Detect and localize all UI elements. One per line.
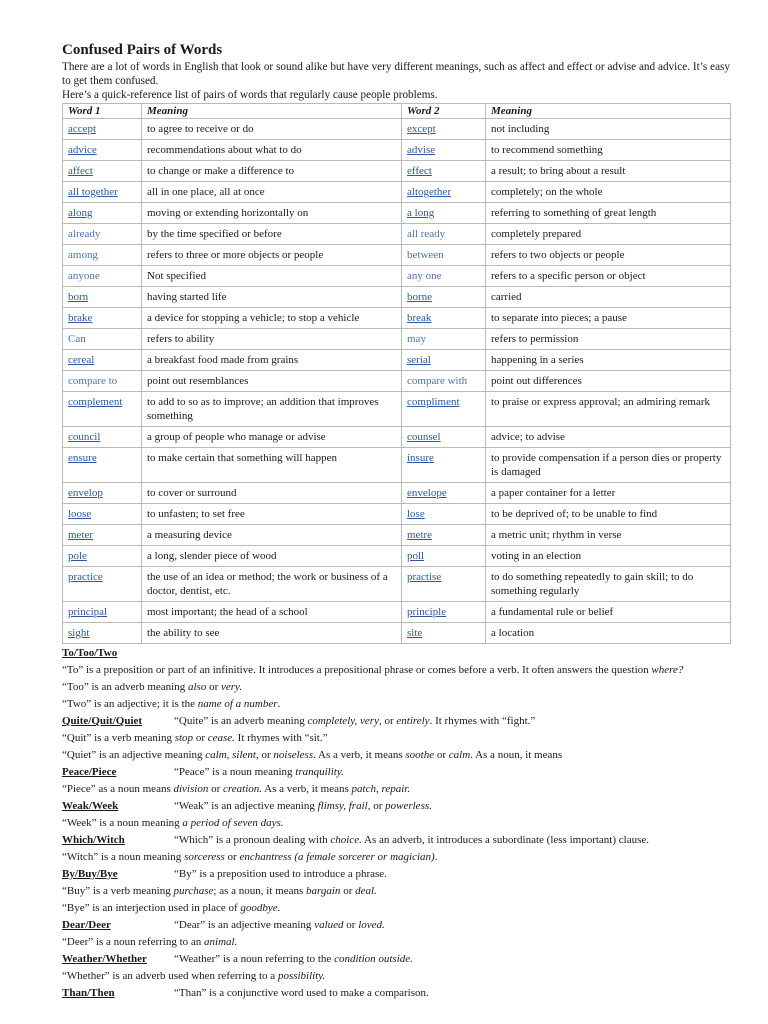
word2-cell <box>402 448 486 483</box>
section-heading: Peace/Piece <box>62 766 117 778</box>
word2-link[interactable]: advise <box>407 144 436 156</box>
section-dear-deer: Dear/Deer “Dear” is an adjective meaning valued or loved. <box>62 917 730 934</box>
meaning1-cell: the use of an idea or method; the work or business of a doctor, dentist, etc. <box>142 567 402 602</box>
word2-cell <box>402 427 486 448</box>
word1-link[interactable]: council <box>68 431 101 443</box>
column-header-meaning2: Meaning <box>486 104 731 119</box>
table-row <box>63 567 731 602</box>
word1-link[interactable]: brake <box>68 312 93 324</box>
section-which-witch: Which/Witch “Which” is a pronoun dealing with choice. As an adverb, it introduces a subordinate (less important) clause. <box>62 832 730 849</box>
word1-cell <box>63 266 142 287</box>
word2-cell <box>402 623 486 644</box>
meaning1-cell: recommendations about what to do <box>142 140 402 161</box>
table-body <box>63 119 731 644</box>
word1-link[interactable]: meter <box>68 529 94 541</box>
word2-cell <box>402 525 486 546</box>
word2-link[interactable]: metre <box>407 529 433 541</box>
word1-link[interactable]: born <box>68 291 89 303</box>
word2-link[interactable]: principle <box>407 606 447 618</box>
note-line: “Deer” is a noun referring to an animal. <box>62 936 238 948</box>
word1-cell <box>63 224 142 245</box>
meaning1-cell: the ability to see <box>142 623 402 644</box>
word2-text: may <box>407 333 426 345</box>
intro-note: Here’s a quick-reference list of pairs of words that regularly cause people problems. <box>62 89 438 101</box>
word1-cell <box>63 329 142 350</box>
word2-link[interactable]: serial <box>407 354 431 366</box>
table-row <box>63 329 731 350</box>
meaning1-cell: most important; the head of a school <box>142 602 402 623</box>
meaning2-cell: referring to something of great length <box>486 203 731 224</box>
section-heading: Dear/Deer <box>62 919 111 931</box>
section-weak-week: Weak/Week “Weak” is an adjective meaning flimsy, frail, or powerless. <box>62 798 730 815</box>
meaning2-cell: advice; to advise <box>486 427 731 448</box>
word2-link[interactable]: envelope <box>407 487 447 499</box>
table-row <box>63 371 731 392</box>
word1-cell <box>63 161 142 182</box>
section-by-buy-bye: By/Buy/Bye “By” is a preposition used to introduce a phrase. <box>62 866 730 883</box>
table-row <box>63 623 731 644</box>
word2-cell <box>402 329 486 350</box>
table-row <box>63 119 731 140</box>
word1-cell <box>63 371 142 392</box>
word2-cell <box>402 266 486 287</box>
table-row <box>63 245 731 266</box>
word1-text: among <box>68 249 98 261</box>
note-line: “Too” is an adverb meaning also or very. <box>62 681 243 693</box>
table-row <box>63 392 731 427</box>
meaning2-cell: refers to permission <box>486 329 731 350</box>
word-pairs-table <box>62 103 731 644</box>
word2-cell <box>402 119 486 140</box>
word1-cell <box>63 504 142 525</box>
meaning1-cell: refers to three or more objects or people <box>142 245 402 266</box>
table-row <box>63 350 731 371</box>
meaning1-cell: Not specified <box>142 266 402 287</box>
word1-text: already <box>68 228 101 240</box>
table-row <box>63 602 731 623</box>
meaning1-cell: a breakfast food made from grains <box>142 350 402 371</box>
word1-cell <box>63 546 142 567</box>
word2-text: compare with <box>407 375 468 387</box>
table-row <box>63 483 731 504</box>
meaning2-cell: a paper container for a letter <box>486 483 731 504</box>
table-row <box>63 224 731 245</box>
note-line: “To” is a preposition or part of an infinitive. It introduces a prepositional phrase or comes before a verb. It often answers the question where? <box>62 664 684 676</box>
word1-link[interactable]: practice <box>68 571 103 583</box>
table-row <box>63 266 731 287</box>
word1-cell <box>63 567 142 602</box>
note-line: “Piece” as a noun means division or creation. As a verb, it means patch, repair. <box>62 783 411 795</box>
word1-cell <box>63 427 142 448</box>
word1-cell <box>63 182 142 203</box>
section-heading: To/Too/Two <box>62 647 118 659</box>
note-line: “Two” is an adjective; it is the name of a number. <box>62 698 281 710</box>
word1-text: compare to <box>68 375 118 387</box>
section-peace-piece: Peace/Piece “Peace” is a noun meaning tranquility. <box>62 764 730 781</box>
meaning2-cell: to be deprived of; to be unable to find <box>486 504 731 525</box>
meaning2-cell: happening in a series <box>486 350 731 371</box>
document-body <box>62 40 730 1002</box>
meaning2-cell: to praise or express approval; an admiring remark <box>486 392 731 427</box>
column-header-word2: Word 2 <box>402 104 486 119</box>
section-weather-whether: Weather/Whether “Weather” is a noun referring to the condition outside. <box>62 951 730 968</box>
word1-cell <box>63 483 142 504</box>
usage-notes <box>62 645 730 1002</box>
word1-link[interactable]: sight <box>68 627 90 639</box>
word2-cell <box>402 483 486 504</box>
word2-link[interactable]: altogether <box>407 186 451 198</box>
note-line: “Witch” is a noun meaning sorceress or enchantress (a female sorcerer or magician). <box>62 851 438 863</box>
word1-cell <box>63 287 142 308</box>
word1-link[interactable]: loose <box>68 508 92 520</box>
section-heading: Quite/Quit/Quiet <box>62 715 143 727</box>
table-row <box>63 182 731 203</box>
word1-link[interactable]: all together <box>68 186 118 198</box>
word2-cell <box>402 182 486 203</box>
meaning1-cell: point out resemblances <box>142 371 402 392</box>
meaning1-cell: all in one place, all at once <box>142 182 402 203</box>
word2-link[interactable]: effect <box>407 165 432 177</box>
meaning1-cell: a long, slender piece of wood <box>142 546 402 567</box>
table-row <box>63 140 731 161</box>
word2-cell <box>402 287 486 308</box>
meaning1-cell: to unfasten; to set free <box>142 504 402 525</box>
word2-text: any one <box>407 270 442 282</box>
meaning1-cell: having started life <box>142 287 402 308</box>
meaning2-cell: to provide compensation if a person dies or property is damaged <box>486 448 731 483</box>
word2-cell <box>402 546 486 567</box>
meaning2-cell: not including <box>486 119 731 140</box>
page-title: Confused Pairs of Words <box>62 42 223 58</box>
word2-cell <box>402 140 486 161</box>
table-row <box>63 504 731 525</box>
word1-link[interactable]: along <box>68 207 93 219</box>
word1-link[interactable]: accept <box>68 123 97 135</box>
word2-cell <box>402 161 486 182</box>
word1-link[interactable]: envelop <box>68 487 103 499</box>
section-heading: By/Buy/Bye <box>62 868 118 880</box>
word2-link[interactable]: practise <box>407 571 442 583</box>
meaning1-cell: to make certain that something will happen <box>142 448 402 483</box>
word2-cell <box>402 602 486 623</box>
word2-cell <box>402 567 486 602</box>
meaning1-cell: moving or extending horizontally on <box>142 203 402 224</box>
note-line: “Week” is a noun meaning a period of seven days. <box>62 817 284 829</box>
table-row <box>63 427 731 448</box>
section-heading: Weak/Week <box>62 800 119 812</box>
word1-link[interactable]: complement <box>68 396 123 408</box>
word2-cell <box>402 371 486 392</box>
meaning2-cell: carried <box>486 287 731 308</box>
word1-link[interactable]: advice <box>68 144 97 156</box>
table-row <box>63 448 731 483</box>
word1-cell <box>63 245 142 266</box>
meaning2-cell: point out differences <box>486 371 731 392</box>
meaning1-cell: to change or make a difference to <box>142 161 402 182</box>
meaning1-cell: by the time specified or before <box>142 224 402 245</box>
meaning2-cell: a fundamental rule or belief <box>486 602 731 623</box>
meaning1-cell: a device for stopping a vehicle; to stop a vehicle <box>142 308 402 329</box>
word1-cell <box>63 602 142 623</box>
word1-cell <box>63 203 142 224</box>
column-header-meaning1: Meaning <box>142 104 402 119</box>
word2-cell <box>402 350 486 371</box>
word1-cell <box>63 140 142 161</box>
meaning1-cell: a measuring device <box>142 525 402 546</box>
meaning1-cell: to cover or surround <box>142 483 402 504</box>
word2-link[interactable]: a long <box>407 207 435 219</box>
meaning2-cell: a location <box>486 623 731 644</box>
word2-cell <box>402 203 486 224</box>
meaning2-cell: completely; on the whole <box>486 182 731 203</box>
word2-link[interactable]: compliment <box>407 396 460 408</box>
meaning2-cell: to recommend something <box>486 140 731 161</box>
table-row <box>63 203 731 224</box>
meaning1-cell: a group of people who manage or advise <box>142 427 402 448</box>
word1-cell <box>63 448 142 483</box>
meaning1-cell: to agree to receive or do <box>142 119 402 140</box>
note-line: “Quiet” is an adjective meaning calm, silent, or noiseless. As a verb, it means soothe or calm. As a noun, it means <box>62 749 563 761</box>
word1-cell <box>63 308 142 329</box>
column-header-word1: Word 1 <box>63 104 142 119</box>
meaning2-cell: a result; to bring about a result <box>486 161 731 182</box>
meaning1-cell: refers to ability <box>142 329 402 350</box>
note-line: “Quit” is a verb meaning stop or cease. It rhymes with “sit.” <box>62 732 328 744</box>
word1-link[interactable]: ensure <box>68 452 97 464</box>
section-heading: Than/Then <box>62 987 115 999</box>
meaning2-cell: to separate into pieces; a pause <box>486 308 731 329</box>
word2-text: all ready <box>407 228 446 240</box>
meaning2-cell: refers to a specific person or object <box>486 266 731 287</box>
word1-cell <box>63 119 142 140</box>
word2-link[interactable]: borne <box>407 291 433 303</box>
table-header-row <box>63 104 731 119</box>
table-row <box>63 287 731 308</box>
word2-text: between <box>407 249 444 261</box>
word1-link[interactable]: principal <box>68 606 108 618</box>
section-heading: Weather/Whether <box>62 953 147 965</box>
word2-link[interactable]: except <box>407 123 436 135</box>
word1-link[interactable]: affect <box>68 165 93 177</box>
meaning2-cell: voting in an election <box>486 546 731 567</box>
table-row <box>63 546 731 567</box>
word1-cell <box>63 525 142 546</box>
word1-link[interactable]: cereal <box>68 354 95 366</box>
table-row <box>63 525 731 546</box>
word2-cell <box>402 245 486 266</box>
intro-paragraph: There are a lot of words in English that look or sound alike but have very different meanings, such as affect and effect or advise and advice. It’s easy to get them confused. <box>62 61 730 87</box>
word2-cell <box>402 224 486 245</box>
section-to-too-two <box>62 645 730 662</box>
table-row <box>63 161 731 182</box>
word2-cell <box>402 392 486 427</box>
word2-link[interactable]: insure <box>407 452 434 464</box>
word2-cell <box>402 308 486 329</box>
word2-link[interactable]: lose <box>407 508 425 520</box>
word2-link[interactable]: counsel <box>407 431 441 443</box>
table-row <box>63 308 731 329</box>
note-line: “Bye” is an interjection used in place of goodbye. <box>62 902 281 914</box>
meaning2-cell: to do something repeatedly to gain skill; to do something regularly <box>486 567 731 602</box>
word2-link[interactable]: poll <box>407 550 425 562</box>
word1-text: anyone <box>68 270 100 282</box>
word1-text: Can <box>68 333 86 345</box>
meaning2-cell: refers to two objects or people <box>486 245 731 266</box>
section-heading: Which/Witch <box>62 834 125 846</box>
meaning2-cell: completely prepared <box>486 224 731 245</box>
word2-link[interactable]: break <box>407 312 432 324</box>
word2-cell <box>402 504 486 525</box>
note-line: “Whether” is an adverb used when referring to a possibility. <box>62 970 326 982</box>
word1-cell <box>63 623 142 644</box>
note-line: “Buy” is a verb meaning purchase; as a noun, it means bargain or deal. <box>62 885 377 897</box>
section-than-then: Than/Then “Than” is a conjunctive word used to make a comparison. <box>62 985 730 1002</box>
word1-cell <box>63 392 142 427</box>
word2-link[interactable]: site <box>407 627 423 639</box>
section-quite-quit-quiet: Quite/Quit/Quiet “Quite” is an adverb meaning completely, very, or entirely. It rhymes with “fight.” <box>62 713 730 730</box>
word1-link[interactable]: pole <box>68 550 87 562</box>
word1-cell <box>63 350 142 371</box>
meaning1-cell: to add to so as to improve; an addition that improves something <box>142 392 402 427</box>
meaning2-cell: a metric unit; rhythm in verse <box>486 525 731 546</box>
